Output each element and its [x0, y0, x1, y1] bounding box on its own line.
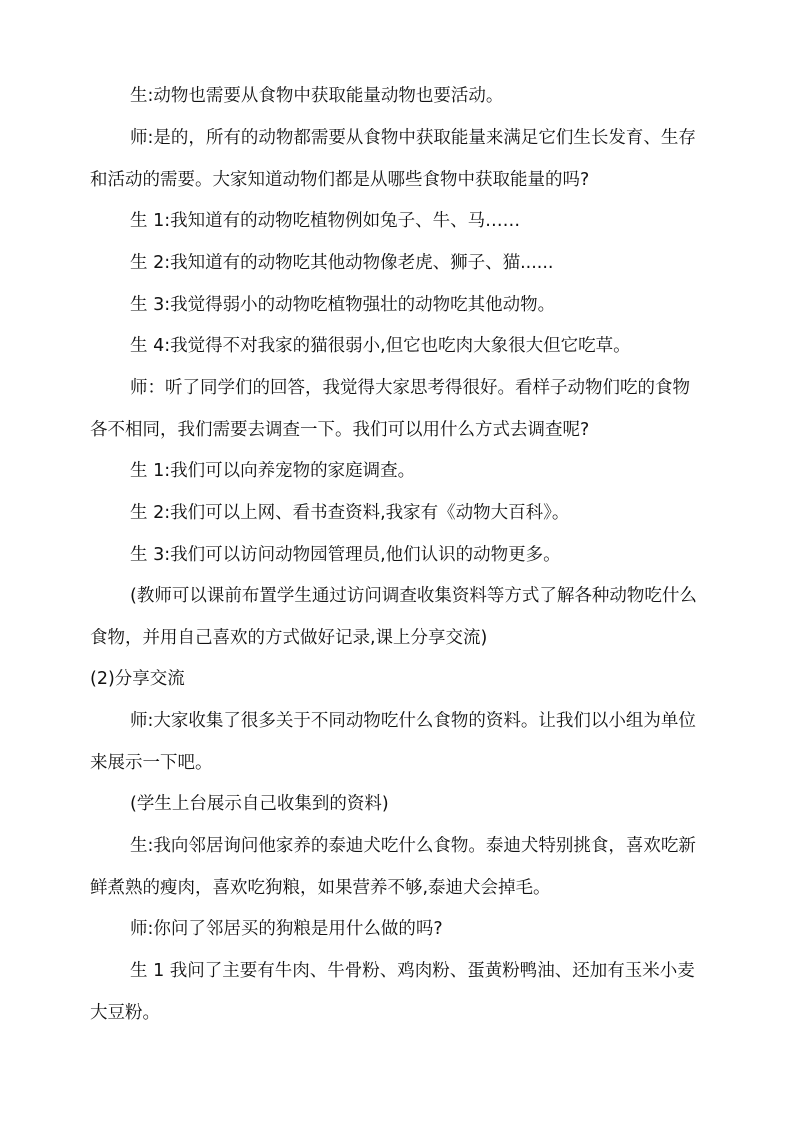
- paragraph-3: 生 1:我知道有的动物吃植物例如兔子、牛、马……: [130, 211, 521, 231]
- paragraph-11: (教师可以课前布置学生通过访问调查收集资料等方式了解各种动物吃什么食物，并用自己喜欢的方式做好记录,课上分享交流): [90, 586, 697, 648]
- paragraph-13: (学生上台展示自己收集到的资料): [130, 794, 389, 814]
- paragraph-16: 生 1 我问了主要有牛肉、牛骨粉、鸡肉粉、蛋黄粉鸭油、还加有玉米小麦大豆粉。: [90, 961, 695, 1023]
- paragraph-15: 师:你问了邻居买的狗粮是用什么做的吗?: [130, 919, 443, 939]
- paragraph-12: 师:大家收集了很多关于不同动物吃什么食物的资料。让我们以小组为单位来展示一下吧。: [90, 711, 696, 773]
- paragraph-4: 生 2:我知道有的动物吃其他动物像老虎、狮子、猫......: [130, 253, 554, 273]
- section-heading: (2)分享交流: [90, 669, 185, 689]
- paragraph-6: 生 4:我觉得不对我家的猫很弱小,但它也吃肉大象很大但它吃草。: [130, 336, 631, 356]
- paragraph-5: 生 3:我觉得弱小的动物吃植物强壮的动物吃其他动物。: [130, 295, 556, 315]
- paragraph-1: 生:动物也需要从食物中获取能量动物也要活动。: [130, 86, 504, 106]
- paragraph-7: 师：听了同学们的回答，我觉得大家思考得很好。看样子动物们吃的食物各不相同，我们需要去调查一下。我们可以用什么方式去调查呢?: [90, 378, 690, 440]
- paragraph-9: 生 2:我们可以上网、看书查资料,我家有《动物大百科》。: [130, 503, 570, 523]
- paragraph-8: 生 1:我们可以向养宠物的家庭调查。: [130, 461, 416, 481]
- paragraph-10: 生 3:我们可以访问动物园管理员,他们认识的动物更多。: [130, 545, 561, 565]
- paragraph-2: 师:是的，所有的动物都需要从食物中获取能量来满足它们生长发育、生存和活动的需要。大家知道动物们都是从哪些食物中获取能量的吗?: [90, 128, 696, 190]
- paragraph-14: 生:我向邻居询问他家养的泰迪犬吃什么食物。泰迪犬特别挑食，喜欢吃新鲜煮熟的瘦肉，喜欢吃狗粮，如果营养不够,泰迪犬会掉毛。: [90, 836, 696, 898]
